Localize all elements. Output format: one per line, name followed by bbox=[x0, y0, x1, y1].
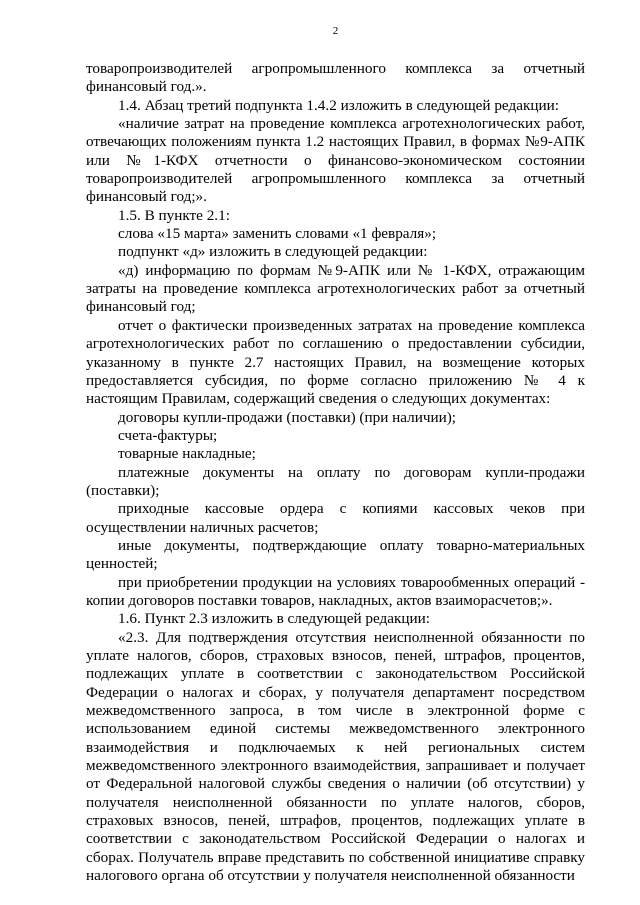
paragraph: слова «15 марта» заменить словами «1 февраля»; bbox=[118, 225, 437, 243]
paragraph: товарные накладные; bbox=[118, 445, 256, 463]
page-number: 2 bbox=[332, 25, 339, 37]
paragraph: «наличие затрат на проведение комплекса агротехнологических работ, отвечающих положениям пункта 1.2 настоящих Правил, в формах №9-АПК или №1-КФХ отчетности о финансово-экономическом состоянии товаропроизводителей агропромышленного комплекса за отчетный финансовый год;». bbox=[86, 115, 585, 206]
paragraph: 1.5. В пункте 2.1: bbox=[118, 206, 230, 224]
paragraph: 1.6. Пункт 2.3 изложить в следующей редакции: bbox=[118, 610, 431, 628]
paragraph: платежные документы на оплату по договорам купли-продажи (поставки); bbox=[86, 463, 585, 499]
document-body bbox=[86, 60, 585, 885]
paragraph: «д) информацию по формам №9-АПК или № 1-КФХ, отражающим затраты на проведение комплекса агротехнологических работ за отчетный финансовый год; bbox=[86, 261, 585, 316]
paragraph: при приобретении продукции на условиях товарообменных операций - копии договоров поставки товаров, накладных, актов взаиморасчетов;». bbox=[86, 573, 585, 609]
paragraph: отчет о фактически произведенных затратах на проведение комплекса агротехнологических работ по соглашению о предоставлении субсидии, указанному в пункте 2.7 настоящих Правил, на возмещение которых предоставляется субсидия, по форме согласно приложению № 4 к настоящим Правилам, содержащий сведения о следующих документах: bbox=[86, 316, 585, 408]
paragraph: счета-фактуры; bbox=[118, 426, 218, 444]
paragraph: 1.4. Абзац третий подпункта 1.4.2 изложить в следующей редакции: bbox=[118, 96, 559, 114]
paragraph: подпункт «д» изложить в следующей редакции: bbox=[118, 243, 428, 261]
paragraph: товаропроизводителей агропромышленного комплекса за отчетный финансовый год.». bbox=[86, 60, 585, 96]
paragraph: «2.3. Для подтверждения отсутствия неисполненной обязанности по уплате налогов, сборов, страховых взносов, пеней, штрафов, процентов, подлежащих уплате в соответствии с законодательством Российской Федерации о налогах и сборах, у получателя департамент посредством межведомственного запроса, в том числе в электронной форме с использованием единой системы межведомственного электронного взаимодействия и подключаемых к ней региональных систем межведомственного электронного взаимодействия, запрашивает и получает от Федеральной налоговой службы сведения о наличии (об отсутствии) у получателя неисполненной обязанности по уплате налогов, сборов, страховых взносов, пеней, штрафов, процентов, подлежащих уплате в соответствии с законодательством Российской Федерации о налогах и сборах. Получатель вправе представить по собственной инициативе справку налогового органа об отсутствии у получателя неисполненной обязанности bbox=[86, 628, 585, 885]
paragraph: договоры купли-продажи (поставки) (при наличии); bbox=[118, 408, 457, 426]
paragraph: приходные кассовые ордера с копиями кассовых чеков при осуществлении наличных расчетов; bbox=[86, 500, 585, 536]
paragraph: иные документы, подтверждающие оплату товарно-материальных ценностей; bbox=[86, 536, 585, 573]
